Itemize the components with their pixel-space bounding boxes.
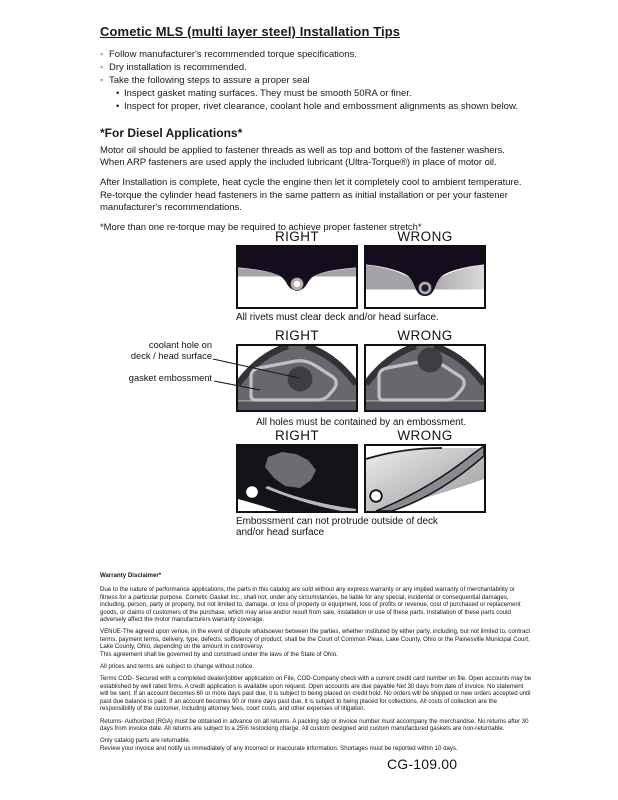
diesel-paragraph: Motor oil should be applied to fastener threads as well as top and bottom of the fastener washers. When ARP fasteners are used apply the included lubricant (Ultra-Torque®) in place of motor oil. <box>100 145 505 169</box>
tip-text: Follow manufacturer's recommended torque specifications. <box>109 49 357 60</box>
diesel-paragraph: After Installation is complete, heat cycle the engine then let it completely cool to ambient temperature. Re-torque the cylinder head fasteners in the same pattern as initial installation or per your fastener manufacturer's recommendations. <box>100 177 522 213</box>
disclaimer-paragraph: Review your invoice and notify us immediately of any incorrect or inaccurate information. Shortages must be reported within 10 days. <box>100 744 458 752</box>
bullet-icon: ◦ <box>100 75 104 86</box>
wrong-label-row1: WRONG <box>397 229 453 244</box>
right-label-row3: RIGHT <box>275 428 319 443</box>
bullet-icon: • <box>116 101 120 112</box>
disclaimer-paragraph: Returns- Authorized (RGA) must be obtained in advance on all returns. A packing slip or invoice number must accompany the merchandise. No returns after 30 days from invoice date. All returns are subject to a 25% restocking charge. All custom designed and custom manufactured gaskets are non-returnable. <box>100 717 529 732</box>
callout-text: deck / head surface <box>130 351 212 361</box>
coolant-wrong-diagram <box>364 344 486 412</box>
disclaimer-heading: Warranty Disclaimer* <box>100 572 162 579</box>
coolant-wrong-art <box>366 346 484 410</box>
bullet-icon: ◦ <box>100 49 104 60</box>
disclaimer-paragraph: Terms COD- Secured with a completed dealer/jobber application on File, COD-Company check with a current credit card number on file. Open accounts may be established by well rated firms. A credit application is available upon request. Open accounts are due payable Net 30 days from date of invoice. No statement will be sent. If an account becomes 60 or more days past due, it is subject to being placed on credit hold. No orders will be shipped or new orders accepted until past due balance is paid. If an account becomes 90 or more days past due, it is subject to being placed for collections. All costs of collection are the responsibility of the customer, including attorney fees, court costs, and other expenses of litigation. <box>100 675 532 713</box>
protrusion-right-art <box>238 446 356 511</box>
tip-text: Take the following steps to assure a proper seal <box>109 75 310 86</box>
intro-section <box>100 24 528 242</box>
diesel-applications-heading: *For Diesel Applications* <box>100 126 243 140</box>
rivet-wrong-diagram <box>364 245 486 309</box>
list-item <box>100 100 528 113</box>
bullet-icon: • <box>116 88 120 99</box>
protrusion-wrong-art <box>366 446 484 511</box>
list-item <box>100 61 528 74</box>
row1-caption: All rivets must clear deck and/or head surface. <box>236 312 439 323</box>
row2-caption: All holes must be contained by an embossment. <box>255 417 467 428</box>
rivet-right-diagram <box>236 245 358 309</box>
diesel-note: *More than one re-torque may be required to achieve proper fastener stretch* <box>100 222 422 234</box>
disclaimer-paragraph: VENUE-The agreed upon venue, in the event of dispute whatsoever between the parties, whether instituted by either party, including, but not limited to, contract terms, payment terms, delivery, type, defects, sufficiency of product, shall be the Court of Common Pleas, Lake County, Ohio or the Painesville Municipal Court, Lake County, Ohio, depending on the amount in controversy. <box>100 628 531 651</box>
page-title: Cometic MLS (multi layer steel) Installation Tips <box>100 24 401 39</box>
right-label-row2: RIGHT <box>275 328 319 343</box>
disclaimer-paragraph: Only catalog parts are returnable. <box>100 737 191 745</box>
bullet-icon: ◦ <box>100 62 104 73</box>
protrusion-wrong-diagram <box>364 444 486 513</box>
tip-text: Inspect for proper, rivet clearance, coolant hole and embossment alignments as shown below. <box>124 101 518 112</box>
disclaimer-paragraph: Due to the nature of performance applications, the parts in this catalog are sold without any express warranty or any implied warranty of merchantability or fitness for a particular purpose. Cometic Gasket Inc., shall not, under any circumstances, be liable for any special, incidental or consequential damages, including, person, party or property, but not limited to, damage, or loss of property or equipment, loss of profits or revenue, cost of purchased or replacement goods, or claims of customers of the purchase, which may arise and/or result from sale, installation or use of these parts. Installation of these parts could adversely affect the motor manufacturers warranty coverage. <box>100 586 521 624</box>
page-number: CG-109.00 <box>387 756 458 772</box>
row3-caption-line1: Embossment can not protrude outside of deck <box>236 516 438 527</box>
rivet-wrong-art <box>366 247 484 307</box>
disclaimer-paragraph: This agreement shall be governed by and construed under the laws of the State of Ohio. <box>100 650 338 658</box>
coolant-hole-callout <box>96 340 212 362</box>
rivet-right-art <box>238 247 356 307</box>
list-item <box>100 74 528 87</box>
list-item <box>100 48 528 61</box>
right-label-row1: RIGHT <box>275 229 319 244</box>
warranty-disclaimer <box>100 572 532 752</box>
disclaimer-paragraph: All prices and terms are subject to change without notice. <box>100 663 255 671</box>
wrong-label-row2: WRONG <box>397 328 453 343</box>
list-item <box>100 87 528 100</box>
callout-leader-lines <box>196 348 312 398</box>
protrusion-right-diagram <box>236 444 358 513</box>
gasket-embossment-callout: gasket embossment <box>128 373 212 383</box>
tip-text: Dry installation is recommended. <box>109 62 247 73</box>
callout-text: coolant hole on <box>148 340 212 350</box>
row3-caption-line2: and/or head surface <box>236 527 325 538</box>
tip-text: Inspect gasket mating surfaces. They must be smooth 50RA or finer. <box>124 88 412 99</box>
wrong-label-row3: WRONG <box>397 428 453 443</box>
